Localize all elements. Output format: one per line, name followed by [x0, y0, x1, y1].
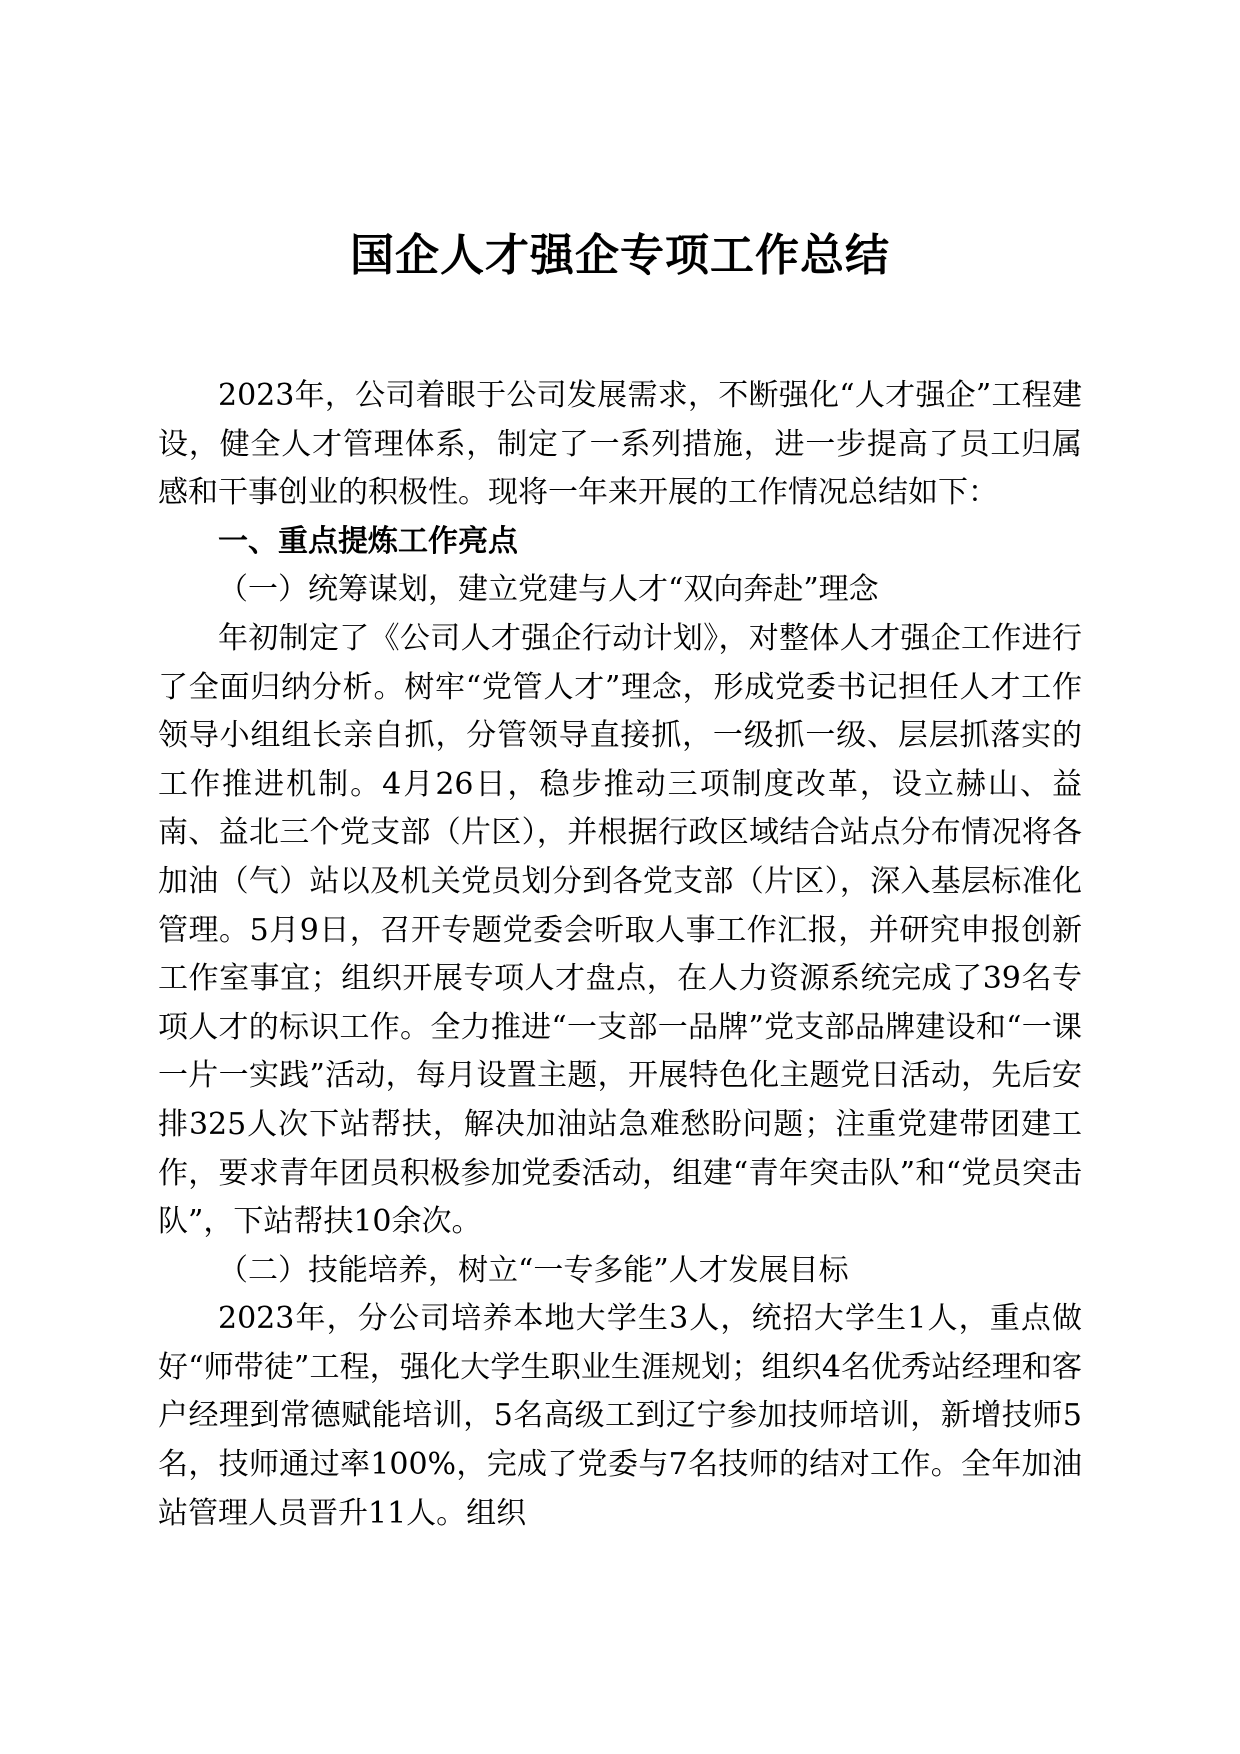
document-body: [158, 372, 1082, 1538]
subsection-heading: （二）技能培养，树立“一专多能”人才发展目标: [218, 1252, 849, 1288]
subsection-heading: （一）统筹谋划，建立党建与人才“双向奔赴”理念: [218, 572, 879, 608]
intro-paragraph: 2023年，公司着眼于公司发展需求，不断强化“人才强企”工程建设，健全人才管理体系，制定了一系列措施，进一步提高了员工归属感和干事创业的积极性。现将一年来开展的工作情况总结如下：: [158, 378, 1082, 511]
body-paragraph: 年初制定了《公司人才强企行动计划》，对整体人才强企工作进行了全面归纳分析。树牢“党管人才”理念，形成党委书记担任人才工作领导小组组长亲自抓，分管领导直接抓，一级抓一级、层层抓落实的工作推进机制。4月26日，稳步推动三项制度改革，设立赫山、益南、益北三个党支部（片区），并根据行政区域结合站点分布情况将各加油（气）站以及机关党员划分到各党支部（片区），深入基层标准化管理。5月9日，召开专题党委会听取人事工作汇报，并研究申报创新工作室事宜；组织开展专项人才盘点，在人力资源系统完成了39名专项人才的标识工作。全力推进“一支部一品牌”党支部品牌建设和“一课一片一实践”活动，每月设置主题，开展特色化主题党日活动，先后安排325人次下站帮扶，解决加油站急难愁盼问题；注重党建带团建工作，要求青年团员积极参加党委活动，组建“青年突击队”和“党员突击队”，下站帮扶10余次。: [158, 620, 1082, 1240]
page-title: 国企人才强企专项工作总结: [350, 230, 890, 281]
section-heading: 一、重点提炼工作亮点: [218, 523, 518, 559]
body-paragraph: 2023年，分公司培养本地大学生3人，统招大学生1人，重点做好“师带徒”工程，强化大学生职业生涯规划；组织4名优秀站经理和客户经理到常德赋能培训，5名高级工到辽宁参加技师培训，新增技师5名，技师通过率100%，完成了党委与7名技师的结对工作。全年加油站管理人员晋升11人。组织: [158, 1301, 1082, 1531]
